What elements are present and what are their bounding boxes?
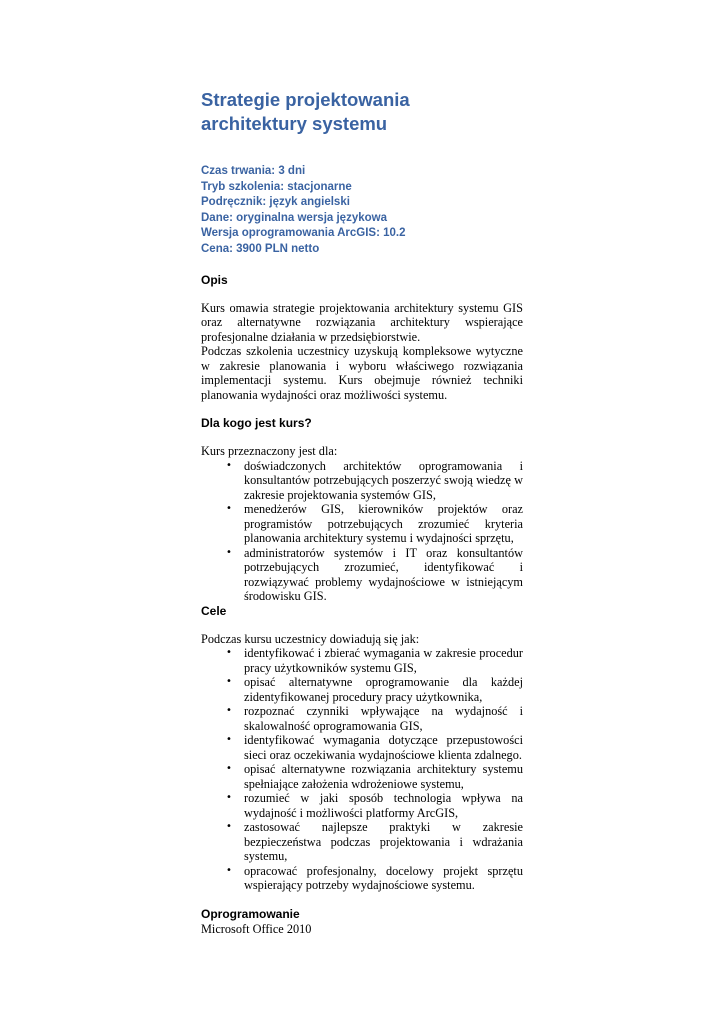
cele-section: [201, 632, 523, 893]
document-page: [201, 88, 523, 936]
list-item: • opisać alternatywne oprogramowanie dla każdej zidentyfikowanej procedury pracy użytkownika,: [226, 675, 523, 704]
page-title-line-2: architektury systemu: [201, 113, 388, 134]
opis-heading: Opis: [201, 272, 228, 287]
cele-list: [201, 646, 523, 893]
opis-section: [201, 301, 523, 403]
meta-duration: Czas trwania: 3 dni: [201, 165, 306, 177]
page-title: [201, 88, 523, 136]
cele-heading: Cele: [201, 603, 227, 618]
software-heading: Oprogramowanie: [201, 906, 300, 921]
list-item: • opisać alternatywne rozwiązania architektury systemu spełniające założenia wdrożeniowe systemu,: [226, 762, 523, 791]
list-item: • administratorów systemów i IT oraz konsultantów potrzebujących zrozumieć, identyfikować i rozwiązywać problemy wydajnościowe w istniejącym środowisku GIS.: [226, 545, 523, 604]
meta-price: Cena: 3900 PLN netto: [201, 242, 320, 255]
bullet-icon: •: [226, 705, 232, 717]
list-item: • opracować profesjonalny, docelowy projekt sprzętu wspierający potrzeby wydajnościowe systemu.: [226, 863, 523, 893]
bullet-icon: •: [226, 503, 232, 515]
audience-list: [201, 459, 523, 604]
bullet-icon: •: [226, 647, 232, 659]
bullet-icon: •: [226, 864, 232, 876]
bullet-icon: •: [226, 459, 232, 471]
meta-data: Dane: oryginalna wersja językowa: [201, 211, 387, 224]
cele-intro: Podczas kursu uczestnicy dowiadują się jak:: [201, 631, 420, 646]
list-item: • identyfikować wymagania dotyczące przepustowości sieci oraz oczekiwania wydajnościowe klienta zdalnego.: [226, 733, 523, 762]
meta-manual: Podręcznik: język angielski: [201, 196, 350, 209]
bullet-icon: •: [226, 676, 232, 688]
course-meta: [201, 164, 523, 258]
software-value: Microsoft Office 2010: [201, 921, 312, 936]
audience-heading: Dla kogo jest kurs?: [201, 416, 312, 431]
bullet-icon: •: [226, 763, 232, 775]
bullet-icon: •: [226, 734, 232, 746]
list-item: • rozpoznać czynniki wpływające na wydajność i skalowalność oprogramowania GIS,: [226, 704, 523, 733]
meta-software-version: Wersja oprogramowania ArcGIS: 10.2: [201, 227, 406, 240]
bullet-icon: •: [226, 546, 232, 558]
meta-mode: Tryb szkolenia: stacjonarne: [201, 180, 352, 193]
list-item: • doświadczonych architektów oprogramowania i konsultantów potrzebujących poszerzyć swoją wiedzę w zakresie projektowania systemów GIS,: [226, 458, 523, 502]
audience-intro: Kurs przeznaczony jest dla:: [201, 444, 338, 459]
bullet-icon: •: [226, 792, 232, 804]
bullet-icon: •: [226, 821, 232, 833]
list-item: • zastosować najlepsze praktyki w zakresie bezpieczeństwa podczas projektowania i wdrażania systemu,: [226, 820, 523, 864]
opis-paragraph-2: Podczas szkolenia uczestnicy uzyskują kompleksowe wytyczne w zakresie planowania i wyboru właściwego rozwiązania implementacji systemu. Kurs obejmuje również techniki planowania wydajności oraz możliwości systemu.: [201, 344, 523, 402]
page-title-line-1: Strategie projektowania: [201, 89, 410, 110]
audience-section: [201, 444, 523, 604]
list-item: • identyfikować i zbierać wymagania w zakresie procedur pracy użytkowników systemu GIS,: [226, 646, 523, 675]
opis-paragraph-1: Kurs omawia strategie projektowania architektury systemu GIS oraz alternatywne rozwiązania architektury wspierające profesjonalne działania w przedsiębiorstwie.: [201, 300, 523, 344]
list-item: • rozumieć w jaki sposób technologia wpływa na wydajność i możliwości platformy ArcGIS,: [226, 791, 523, 820]
list-item: • menedżerów GIS, kierowników projektów oraz programistów potrzebujących zrozumieć kryteria planowania architektury systemu i wydajności sprzętu,: [226, 502, 523, 546]
